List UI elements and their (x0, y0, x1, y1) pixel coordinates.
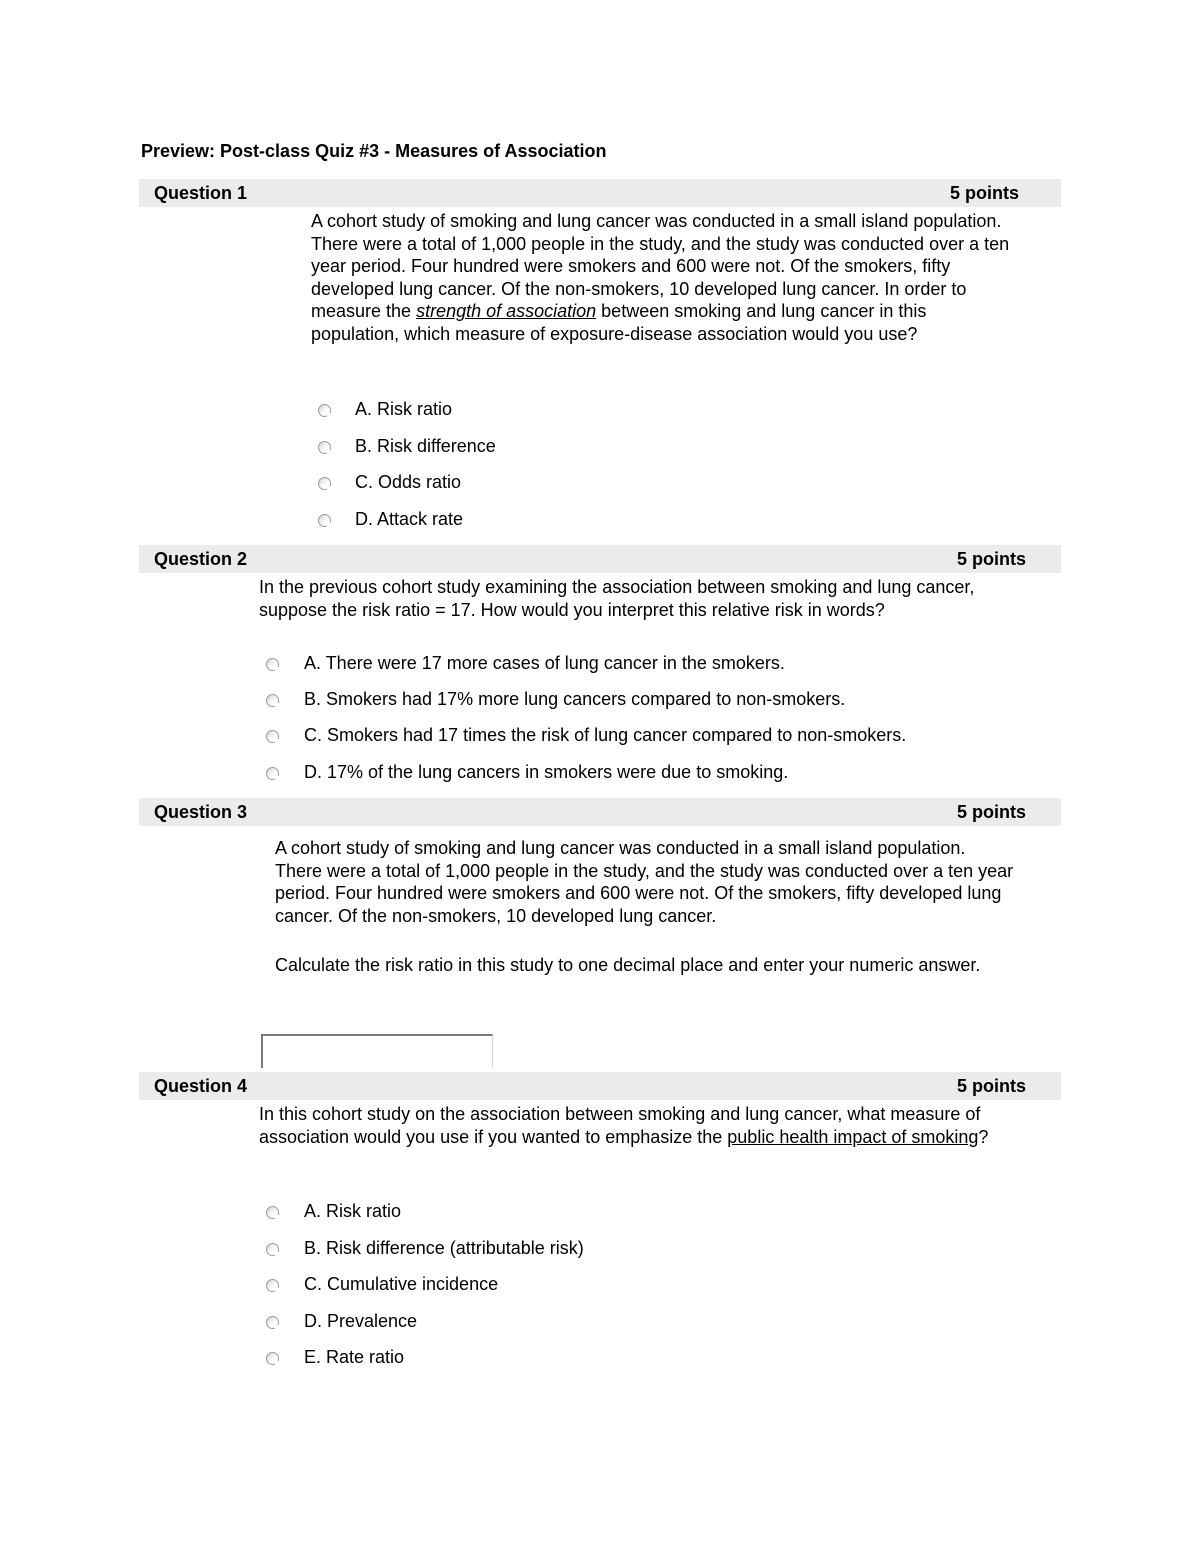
radio-button-icon[interactable] (266, 1206, 279, 1219)
radio-button-icon[interactable] (266, 767, 279, 780)
option-label: D. 17% of the lung cancers in smokers were due to smoking. (304, 762, 789, 782)
radio-button-icon[interactable] (318, 477, 331, 490)
question-4-points: 5 points (957, 1076, 1027, 1096)
question-4-text-end: ? (978, 1126, 989, 1147)
radio-button-icon[interactable] (266, 730, 279, 743)
option-label: E. Rate ratio (304, 1347, 405, 1367)
question-1-title: Question 1 (154, 183, 248, 203)
question-3-header (139, 798, 1061, 826)
radio-button-icon[interactable] (266, 694, 279, 707)
question-3-answer-input[interactable] (261, 1034, 493, 1068)
radio-button-icon[interactable] (266, 1279, 279, 1292)
option-label: C. Smokers had 17 times the risk of lung cancer compared to non-smokers. (304, 725, 907, 745)
question-4-text-emphasis: public health impact of smoking (727, 1126, 979, 1147)
question-1-text-start: A cohort study of smoking and lung cancer was conducted in a small island population. There were a total of 1,000 people in the study, and the study was conducted over a ten year period. Four hundred were smokers and 600 were not. Of the smokers, fifty developed lung cancer. Of the non-smokers, 10 developed lung cancer. In order to measure the (311, 211, 1010, 322)
question-1-text-emphasis: strength of association (416, 301, 597, 322)
radio-button-icon[interactable] (266, 1352, 279, 1365)
option-label: C. Cumulative incidence (304, 1274, 499, 1294)
question-1-text (311, 210, 1016, 346)
option-label: A. Risk ratio (304, 1201, 402, 1221)
question-2-title: Question 2 (154, 549, 248, 569)
option-label: B. Smokers had 17% more lung cancers compared to non-smokers. (304, 689, 846, 709)
page-title: Preview: Post-class Quiz #3 - Measures of Association (141, 141, 607, 161)
question-4-text-start: In this cohort study on the association between smoking and lung cancer, what measure of association would you use if you wanted to emphasize the (259, 1104, 981, 1147)
question-3-title: Question 3 (154, 802, 248, 822)
question-3-prompt: Calculate the risk ratio in this study to one decimal place and enter your numeric answer. (275, 955, 981, 976)
radio-button-icon[interactable] (318, 404, 331, 417)
question-1-header (139, 179, 1061, 207)
option-label: A. Risk ratio (355, 399, 453, 419)
question-4-header (139, 1072, 1061, 1100)
option-label: C. Odds ratio (355, 472, 462, 492)
question-1-points: 5 points (950, 183, 1020, 203)
question-3-text (275, 837, 1015, 977)
question-4-title: Question 4 (154, 1076, 248, 1096)
option-label: D. Prevalence (304, 1311, 418, 1331)
radio-button-icon[interactable] (318, 514, 331, 527)
radio-button-icon[interactable] (266, 658, 279, 671)
question-4-text (259, 1103, 1029, 1148)
option-label: D. Attack rate (355, 509, 464, 529)
option-label: B. Risk difference (355, 436, 496, 456)
radio-button-icon[interactable] (318, 441, 331, 454)
question-3-scenario: A cohort study of smoking and lung cancer was conducted in a small island population. There were a total of 1,000 people in the study, and the study was conducted over a ten year period. Four hundred were smokers and 600 were not. Of the smokers, fifty developed lung cancer. Of the non-smokers, 10 developed lung cancer. (275, 838, 1014, 926)
question-2-points: 5 points (957, 549, 1027, 569)
radio-button-icon[interactable] (266, 1316, 279, 1329)
question-2-header (139, 545, 1061, 573)
radio-button-icon[interactable] (266, 1243, 279, 1256)
question-2-text: In the previous cohort study examining the association between smoking and lung cancer, suppose the risk ratio = 17. How would you interpret this relative risk in words? (259, 577, 975, 620)
option-label: A. There were 17 more cases of lung cancer in the smokers. (304, 653, 785, 673)
question-3-points: 5 points (957, 802, 1027, 822)
question-1-text-end: between smoking and lung cancer in this population, which measure of exposure-disease association would you use? (311, 301, 927, 344)
option-label: B. Risk difference (attributable risk) (304, 1238, 584, 1258)
